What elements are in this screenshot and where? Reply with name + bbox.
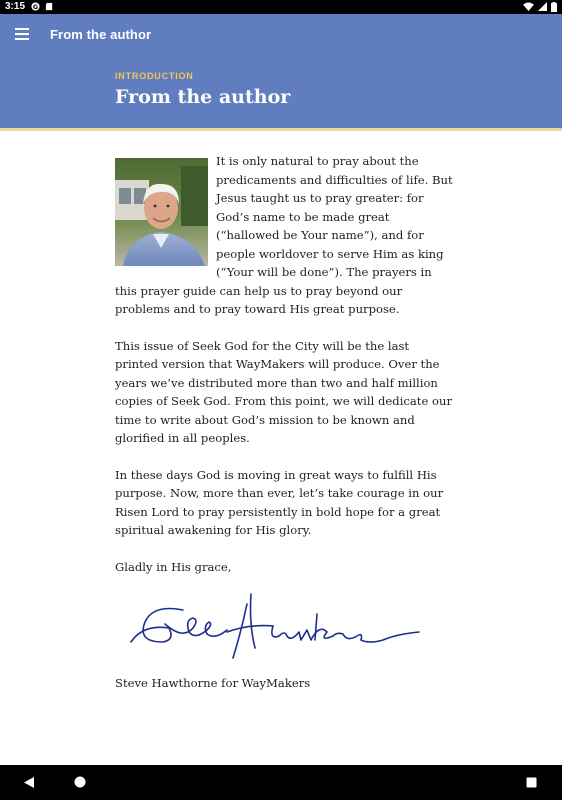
status-bar <box>0 0 562 14</box>
closing-line: Gladly in His grace, <box>115 559 232 574</box>
hamburger-menu-icon[interactable] <box>15 28 29 40</box>
page-title: From the author <box>115 86 291 108</box>
article-paragraph: In these days God is moving in great ways to fulfill His purpose. Now, more than ever, let’s take courage in our Risen Lord to pray persistently in bold hope for a great spiritual awakening for His glory. <box>115 467 444 537</box>
attribution: Steve Hawthorne for WayMakers <box>115 676 311 690</box>
chapter-header <box>0 56 562 131</box>
app-bar-title: From the author <box>50 27 152 42</box>
svg-text:G: G <box>32 3 39 11</box>
article-paragraph: It is only natural to pray about the predicaments and difficulties of life. But Jesus taught us to pray greater: for God’s name to be made great (“hallowed be Your name”), and for people worldover to serve Him as king (“Your will be done”). The prayers in this prayer guide can help us to pray beyond our problems and to pray toward His great purpose. <box>115 154 453 316</box>
home-circle-icon[interactable] <box>74 776 86 788</box>
app-bar <box>0 14 562 56</box>
article-body <box>115 152 455 711</box>
battery-icon <box>551 2 557 12</box>
recents-square-icon[interactable] <box>526 777 537 788</box>
app-notification-icon <box>31 2 40 11</box>
article-paragraph: This issue of Seek God for the City will be the last printed version that WayMakers will produce. Over the years we’ve distributed more than two and half million copies of Seek God. From this point, we will dedicate our time to write about God’s mission to be known and glorified in all peoples. <box>115 338 452 445</box>
signal-icon <box>538 2 547 11</box>
system-navigation-bar <box>0 765 562 800</box>
sd-card-icon <box>45 2 54 11</box>
author-signature <box>123 584 423 664</box>
author-photo <box>115 158 208 266</box>
status-time: 3:15 <box>5 1 26 12</box>
section-kicker: INTRODUCTION <box>115 71 194 81</box>
wifi-icon <box>523 2 534 11</box>
back-triangle-icon[interactable] <box>23 776 35 789</box>
